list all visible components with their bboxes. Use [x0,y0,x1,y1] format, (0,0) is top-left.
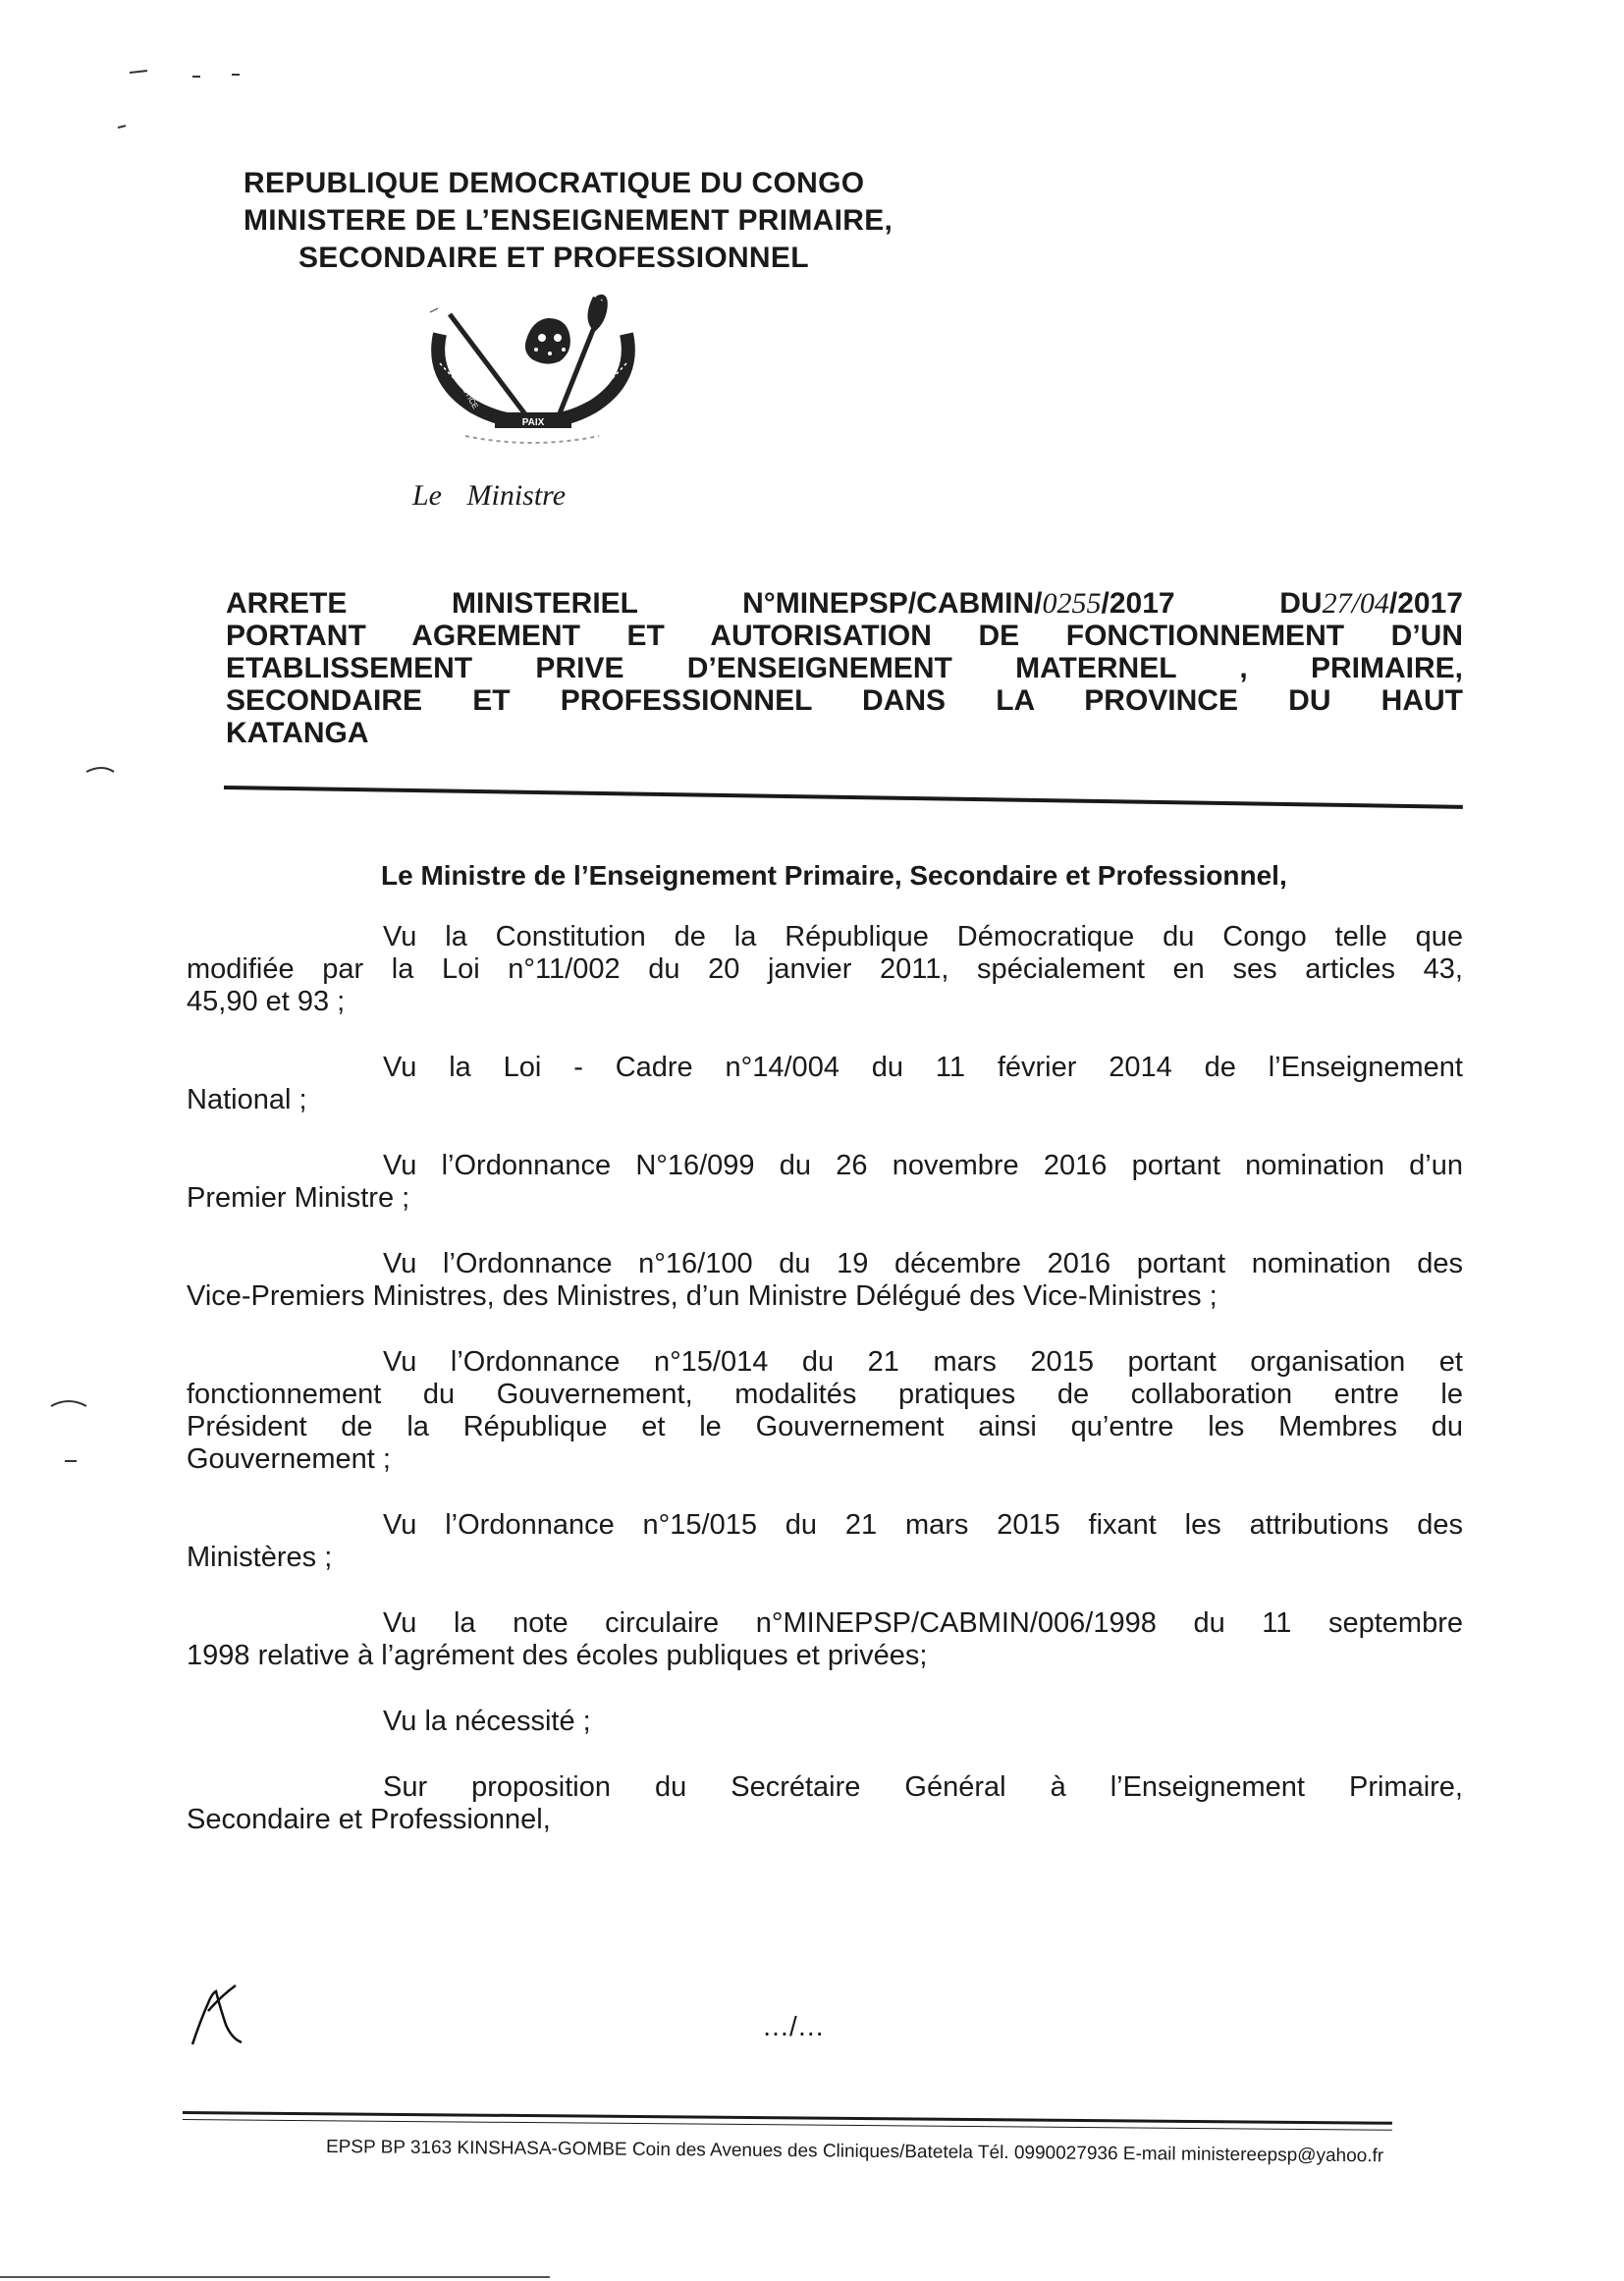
preamble [187,921,1463,1870]
preamble-line: 45,90 et 93 ; [187,986,346,1017]
preamble-paragraph [187,921,1463,1018]
preamble-line: Vice-Premiers Ministres, des Ministres, d’un Ministre Délégué des Vice-Ministres ; [187,1280,1218,1312]
letterhead [244,165,1049,277]
preamble-paragraph [187,1509,1463,1574]
emblem-motto-left: JUSTICE [456,377,480,410]
emblem-motto-right: TRAVAIL [600,328,624,360]
decree-title-line-4: SECONDAIRE ET PROFESSIONNEL DANS LA PROVINCE DU HAUT [226,684,1463,717]
continue-mark: …/… [762,2011,825,2041]
preamble-line: Secondaire et Professionnel, [187,1804,551,1835]
preamble-paragraph [187,1346,1463,1476]
coat-of-arms-icon [410,291,646,456]
preamble-line: Premier Ministre ; [187,1182,410,1214]
preamble-line: 1998 relative à l’agrément des écoles publiques et privées; [187,1640,928,1671]
preamble-paragraph [187,1150,1463,1215]
decree-date-year: /2017 [1388,587,1463,620]
decree-date [1279,587,1463,620]
letterhead-ministry: MINISTERE DE L’ENSEIGNEMENT PRIMAIRE, [244,204,893,237]
scan-edge-line [0,2276,550,2278]
preamble-line: fonctionnement du Gouvernement, modalités pratiques de collaboration entre le [187,1379,1463,1410]
decree-number [742,587,1174,620]
preamble-paragraph [187,1706,1463,1738]
decree-title-line-3: ETABLISSEMENT PRIVE D’ENSEIGNEMENT MATERNEL , PRIMAIRE, [226,652,1463,684]
preamble-paragraph [187,1607,1463,1672]
preamble-paragraph [187,1248,1463,1313]
decree-date-handwritten: 27/04 [1322,587,1389,620]
preamble-line: Président de la République et le Gouvernement ainsi qu’entre les Membres du [187,1411,1463,1442]
intro-line: Le Ministre de l’Enseignement Primaire, Secondaire et Professionnel, [381,860,1287,891]
decree-title [226,587,1463,749]
footer-address: EPSP BP 3163 KINSHASA-GOMBE Coin des Avenues des Cliniques/Batetela Tél. 0990027936 E-mail ministereepsp@yahoo.fr [325,2137,1384,2167]
preamble-line: Sur proposition du Secrétaire Général à l’Enseignement Primaire, [383,1771,1463,1803]
decree-word-arrete: ARRETE [226,587,348,620]
preamble-line: Vu la Constitution de la République Démocratique du Congo telle que [383,921,1463,952]
preamble-paragraph [187,1052,1463,1116]
handwritten-initial [187,1982,245,2050]
preamble-line: Vu la note circulaire n°MINEPSP/CABMIN/006/1998 du 11 septembre [383,1607,1463,1639]
preamble-line: Ministères ; [187,1542,333,1573]
preamble-line: Vu l’Ordonnance n°16/100 du 19 décembre 2016 portant nomination des [383,1248,1463,1279]
decree-date-prefix: DU [1279,587,1323,620]
decree-title-line-2: PORTANT AGREMENT ET AUTORISATION DE FONCTIONNEMENT D’UN [226,620,1463,652]
letterhead-ministry-cont: SECONDAIRE ET PROFESSIONNEL [298,242,809,274]
preamble-line: Vu la nécessité ; [383,1706,591,1737]
preamble-line: modifiée par la Loi n°11/002 du 20 janvier 2011, spécialement en ses articles 43, [187,953,1463,985]
letterhead-country: REPUBLIQUE DEMOCRATIQUE DU CONGO [244,167,865,199]
decree-number-year: /2017 [1101,587,1175,620]
decree-word-ministeriel: MINISTERIEL [452,587,638,620]
preamble-line: National ; [187,1084,307,1115]
decree-number-handwritten: 0255 [1042,587,1102,620]
decree-number-prefix: N°MINEPSP/CABMIN/ [742,587,1043,620]
preamble-line: Vu la Loi - Cadre n°14/004 du 11 février 2014 de l’Enseignement [383,1052,1463,1083]
preamble-line: Vu l’Ordonnance n°15/014 du 21 mars 2015 portant organisation et [383,1346,1463,1378]
preamble-line: Vu l’Ordonnance n°15/015 du 21 mars 2015 fixant les attributions des [383,1509,1463,1541]
emblem-motto-center: PAIX [521,417,545,428]
preamble-line: Vu l’Ordonnance N°16/099 du 26 novembre 2016 portant nomination d’un [383,1150,1463,1181]
decree-title-line-5: KATANGA [226,717,369,749]
decree-title-line-1 [226,587,1463,620]
preamble-line: Gouvernement ; [187,1443,391,1475]
minister-title: Le Ministre [412,479,567,512]
preamble-paragraph [187,1771,1463,1836]
